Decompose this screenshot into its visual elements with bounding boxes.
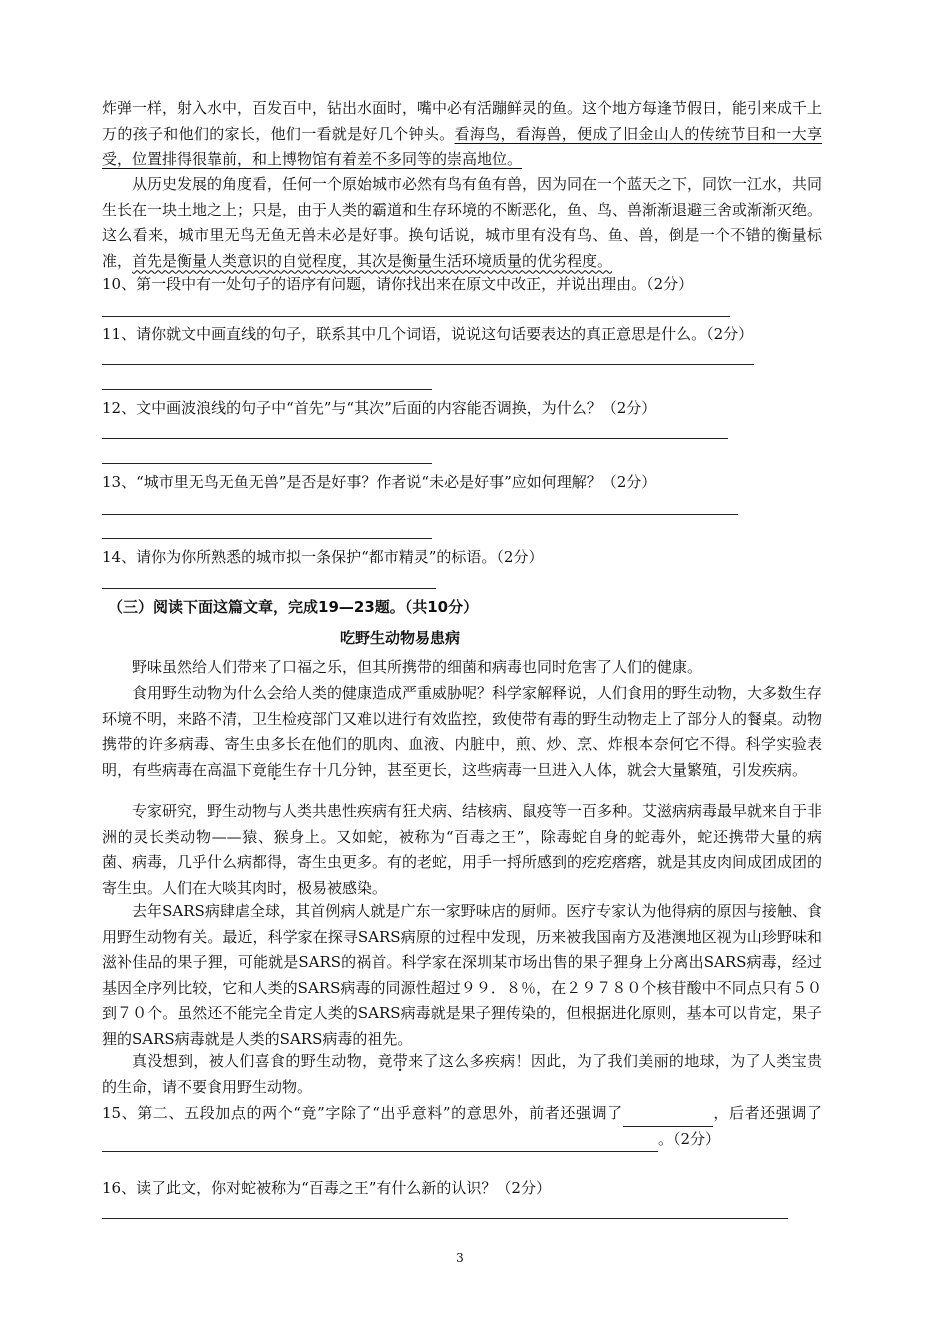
wavy-underlined-sentence: 首先是衡量人类意识的自觉程度，其次是衡量生活环境质量的优劣程度。 [132,251,613,270]
answer-line[interactable] [102,514,738,515]
fill-blank[interactable] [623,1110,713,1127]
dotted-character: 竟 [377,1052,393,1070]
question-15 [102,1101,822,1152]
question-13: 13、“城市里无鸟无鱼无兽”是否是好事？作者说“未必是好事”应如何理解？（2分） [102,473,657,491]
answer-line[interactable] [102,389,432,390]
question-text: ，后者还强调了 [712,1104,822,1122]
page-number: 3 [456,1251,464,1265]
answer-line[interactable] [102,463,432,464]
passage-paragraph-1 [102,96,822,173]
question-14: 14、请你为你所熟悉的城市拟一条保护“都市精灵”的标语。（2分） [102,548,544,566]
passage-paragraph-2 [102,172,822,274]
article-text: 食用野生动物为什么会给人类的健康造成严重威胁呢？科学家解释说，人们食用的野生动物，大多数生存环境不明，来路不清，卫生检疫部门又难以进行有效监控，致使带有毒的野生动物走上了部分人的餐桌。动物携带的许多病毒、寄生虫多长在他们的肌肉、血液、内脏中，煎、炒、烹、炸根本奈何它不得。科学实验表明，有些病毒在高温下 [102,684,823,779]
answer-line[interactable] [102,588,436,589]
question-text: 。（2分） [658,1129,721,1148]
article-text: 带来了这么多疾病！因此，为了我们美丽的地球，为了人类宝贵的生命，请不要食用野生动物。 [102,1052,822,1096]
passage-text: 炸弹一样，射入水中，百发百中，钻出水面时，嘴中必有活蹦鲜灵的鱼。这个地方每逢节假日，能引来成千上万的孩子和他们的家长，他们一看就是好几个钟头。 [102,99,823,143]
answer-line[interactable] [102,538,432,539]
article-text: 真没想到，被人们喜食的野生动物， [132,1052,378,1070]
article-paragraph-4: 去年SARS病肆虐全球，其首例病人就是广东一家野味店的厨师。医疗专家认为他得病的原因与接触、食用野生动物有关。最近，科学家在探寻SARS病原的过程中发现，历来被我国南方及港澳地区视为山珍野味和滋补佳品的果子狸，可能就是SARS的祸首。科学家在深圳某市场出售的果子狸身上分离出SARS病毒，经过基因全序列比较，它和人类的SARS病毒的同源性超过９９．８％，在２９７８０个核苷酸中不同点只有５０到７０个。虽然还不能完全肯定人类的SARS病毒就是果子狸传染的，但根据进化原则，基本可以肯定，果子狸的SARS病毒就是人类的SARS病毒的祖先。 [102,902,822,1048]
underlined-sentence: 看海鸟，看海兽，便成了旧金山人的传统节目和一大享受，位置排得很靠前，和上博物馆有着差不多同等的崇高地位。 [102,124,822,168]
article-text: 能生存十几分钟，甚至更长，这些病毒一旦进入人体，就会大量繁殖，引发疾病。 [267,760,808,779]
article-paragraph-1: 野味虽然给人们带来了口福之乐，但其所携带的细菌和病毒也同时危害了人们的健康。 [132,658,703,676]
article-paragraph-2 [102,681,822,783]
fill-blank[interactable] [102,1135,658,1152]
answer-line[interactable] [102,438,728,439]
article-title: 吃野生动物易患病 [339,629,460,647]
question-text: 15、第二、五段加点的两个“竟”字除了“出乎意料”的意思外，前者还强调了 [102,1104,623,1122]
question-11: 11、请你就文中画直线的句子，联系其中几个词语，说说这句话要表达的真正意思是什么。（2分） [102,325,754,343]
question-12: 12、文中画波浪线的句子中“首先”与“其次”后面的内容能否调换，为什么？（2分） [102,399,657,417]
answer-line[interactable] [102,316,730,317]
passage-text: 从历史发展的角度看，任何一个原始城市必然有鸟有鱼有兽，因为同在一个蓝天之下，同饮一江水，共同生长在一块土地之上；只是，由于人类的霸道和生存环境的不断恶化，鱼、鸟、兽渐渐退避三舍或渐渐灭绝。这么看来，城市里无鸟无鱼无兽未必是好事。换句话说，城市里有没有鸟、鱼、兽，倒是一个不错的衡量标准， [102,175,823,270]
section-heading: （三）阅读下面这篇文章，完成19—23题。（共10分） [108,598,479,616]
article-paragraph-3: 专家研究，野生动物与人类共患性疾病有狂犬病、结核病、鼠疫等一百多种。艾滋病病毒最早就来自于非洲的灵长类动物——猿、猴身上。又如蛇，被称为“百毒之王”，除毒蛇自身的蛇毒外，蛇还携带大量的病菌、病毒，几乎什么病都得，寄生虫更多。有的老蛇，用手一捋所感到的疙疙瘩瘩，就是其皮肉间成团成团的寄生虫。人们在大啖其肉时，极易被感染。 [102,802,823,897]
dotted-character: 竟 [252,760,268,779]
question-16: 16、读了此文，你对蛇被称为“百毒之王”有什么新的认识？（2分） [102,1179,551,1197]
article-paragraph-5 [102,1049,822,1100]
question-10: 10、第一段中有一处句子的语序有问题，请你找出来在原文中改正，并说出理由。（2分） [102,275,694,293]
answer-line[interactable] [102,1218,788,1219]
answer-line[interactable] [102,364,754,365]
